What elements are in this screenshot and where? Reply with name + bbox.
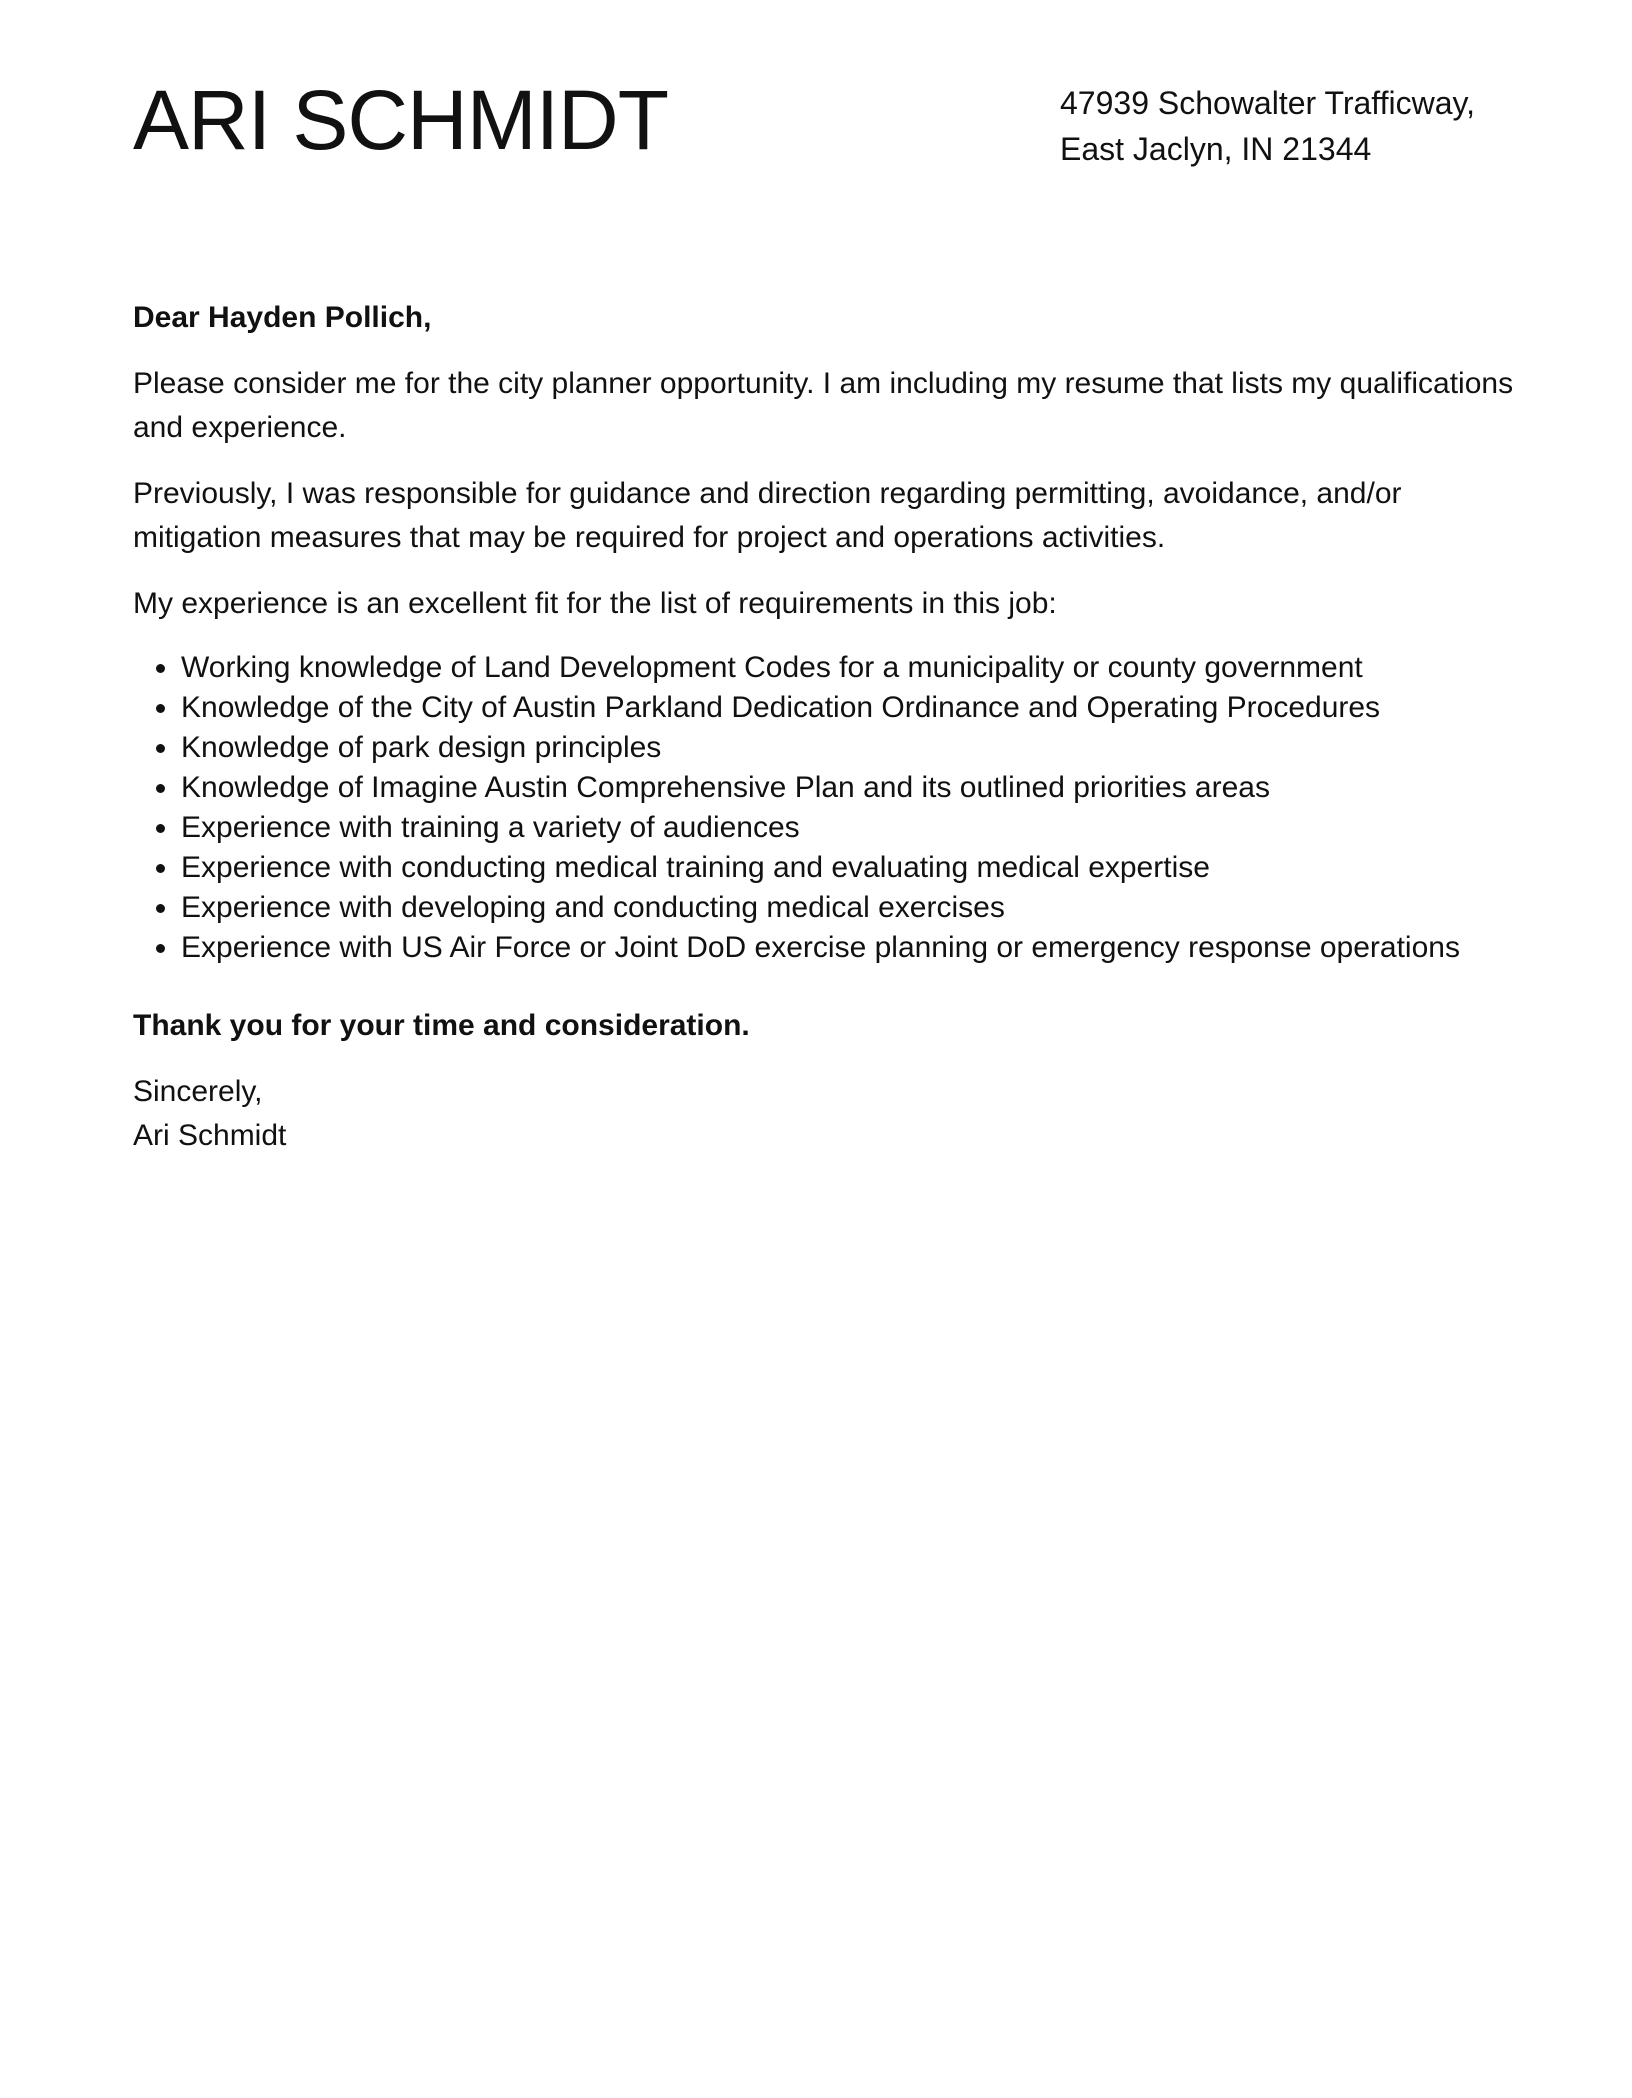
signoff-block (133, 1070, 1533, 1158)
salutation: Dear Hayden Pollich, (133, 301, 432, 334)
list-item: Experience with US Air Force or Joint DoD exercise planning or emergency response operations (181, 928, 1533, 968)
list-item: Knowledge of the City of Austin Parkland Dedication Ordinance and Operating Procedures (181, 688, 1533, 728)
list-item: Knowledge of park design principles (181, 728, 1533, 768)
applicant-name: ARI SCHMIDT (133, 73, 668, 167)
list-item: Working knowledge of Land Development Codes for a municipality or county government (181, 648, 1533, 688)
requirements-intro: My experience is an excellent fit for the list of requirements in this job: (133, 587, 1057, 620)
requirements-list (133, 648, 1533, 968)
experience-paragraph: Previously, I was responsible for guidance and direction regarding permitting, avoidance, and/or mitigation measures that may be required for project and operations activities. (133, 477, 1402, 554)
list-item: Experience with developing and conducting medical exercises (181, 888, 1533, 928)
signature-name: Ari Schmidt (133, 1119, 287, 1152)
list-item: Knowledge of Imagine Austin Comprehensive Plan and its outlined priorities areas (181, 768, 1533, 808)
list-item: Experience with training a variety of audiences (181, 808, 1533, 848)
address-line-2: East Jaclyn, IN 21344 (1060, 131, 1372, 167)
closing-line: Thank you for your time and consideration. (133, 1009, 750, 1042)
applicant-address (1060, 80, 1600, 172)
signoff: Sincerely, (133, 1075, 263, 1108)
address-line-1: 47939 Schowalter Trafficway, (1060, 85, 1476, 121)
letter-body (133, 296, 1533, 1158)
intro-paragraph: Please consider me for the city planner opportunity. I am including my resume that lists my qualifications and experience. (133, 367, 1514, 444)
list-item: Experience with conducting medical training and evaluating medical expertise (181, 848, 1533, 888)
